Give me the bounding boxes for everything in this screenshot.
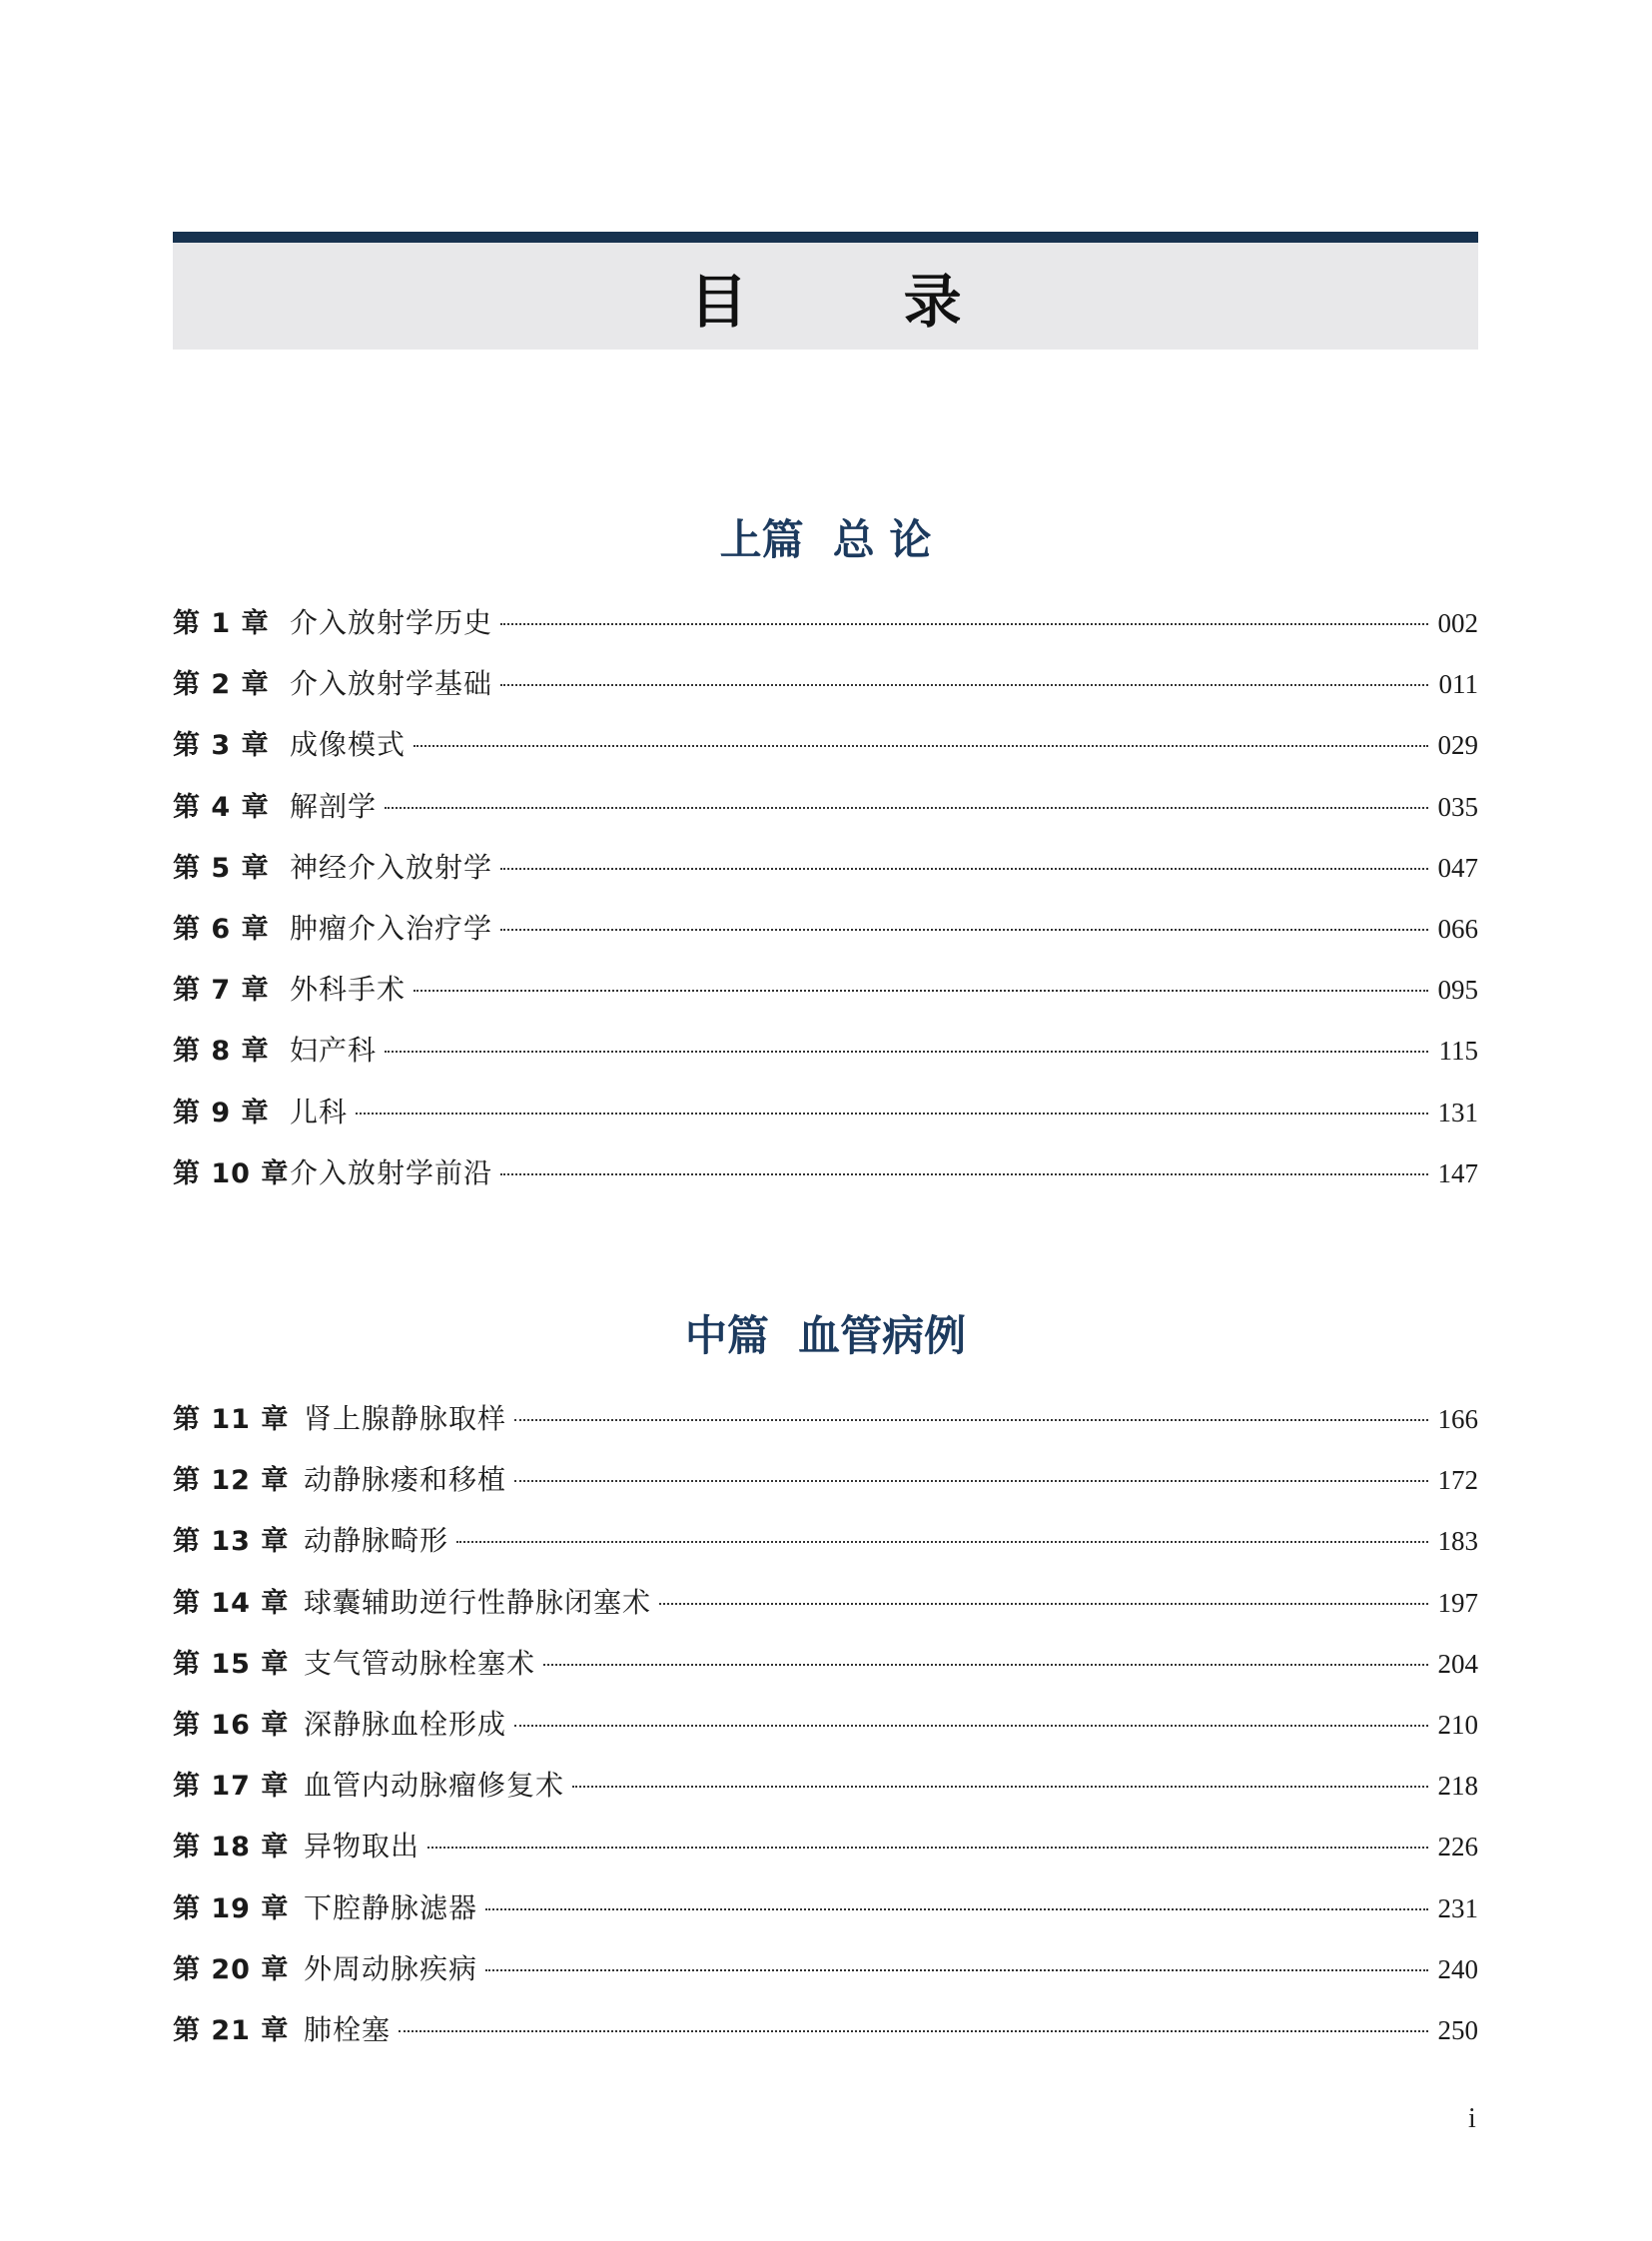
chapter-title: 外周动脉疾病 bbox=[304, 1951, 478, 1985]
toc-entry[interactable] bbox=[173, 601, 1478, 662]
toc-list-part-2 bbox=[173, 1397, 1478, 2069]
toc-entry[interactable] bbox=[173, 1703, 1478, 1764]
toc-entry[interactable] bbox=[173, 907, 1478, 968]
dot-leader bbox=[413, 990, 1428, 992]
chapter-title: 儿科 bbox=[290, 1095, 349, 1128]
chapter-page-number: 047 bbox=[1437, 852, 1478, 883]
chapter-number: 第 18 章 bbox=[173, 1832, 290, 1864]
chapter-title: 肾上腺静脉取样 bbox=[304, 1402, 507, 1435]
chapter-title: 成像模式 bbox=[290, 728, 407, 762]
chapter-page-number: 166 bbox=[1437, 1404, 1478, 1434]
toc-entry[interactable] bbox=[173, 968, 1478, 1029]
dot-leader bbox=[500, 868, 1428, 870]
dot-leader bbox=[572, 1786, 1428, 1788]
chapter-page-number: 204 bbox=[1437, 1648, 1478, 1679]
dot-leader bbox=[500, 1173, 1428, 1175]
chapter-title: 深静脉血栓形成 bbox=[304, 1707, 507, 1741]
chapter-page-number: 035 bbox=[1437, 791, 1478, 822]
toc-entry[interactable] bbox=[173, 1825, 1478, 1885]
chapter-page-number: 218 bbox=[1437, 1771, 1478, 1802]
dot-leader bbox=[500, 623, 1428, 625]
chapter-page-number: 002 bbox=[1437, 608, 1478, 638]
chapter-page-number: 250 bbox=[1437, 2014, 1478, 2045]
chapter-number: 第 7 章 bbox=[173, 975, 270, 1007]
chapter-title: 肿瘤介入治疗学 bbox=[290, 911, 493, 945]
toc-entry[interactable] bbox=[173, 1886, 1478, 1947]
chapter-number: 第 10 章 bbox=[173, 1157, 290, 1189]
toc-entry[interactable] bbox=[173, 2008, 1478, 2069]
chapter-page-number: 240 bbox=[1437, 1953, 1478, 1984]
chapter-page-number: 029 bbox=[1437, 730, 1478, 761]
toc-entry[interactable] bbox=[173, 1947, 1478, 2008]
chapter-title: 解剖学 bbox=[290, 789, 378, 823]
chapter-number: 第 15 章 bbox=[173, 1648, 290, 1680]
toc-entry[interactable] bbox=[173, 1397, 1478, 1458]
toc-entry[interactable] bbox=[173, 1151, 1478, 1212]
chapter-title: 神经介入放射学 bbox=[290, 850, 493, 884]
chapter-page-number: 172 bbox=[1437, 1465, 1478, 1496]
chapter-title: 球囊辅助逆行性静脉闭塞术 bbox=[304, 1585, 652, 1619]
chapter-title: 血管内动脉瘤修复术 bbox=[304, 1769, 565, 1803]
dot-leader bbox=[356, 1113, 1428, 1115]
chapter-number: 第 8 章 bbox=[173, 1036, 270, 1068]
chapter-number: 第 3 章 bbox=[173, 730, 270, 762]
chapter-page-number: 095 bbox=[1437, 975, 1478, 1006]
dot-leader bbox=[485, 1908, 1428, 1910]
chapter-page-number: 131 bbox=[1437, 1097, 1478, 1127]
toc-entry[interactable] bbox=[173, 1581, 1478, 1642]
chapter-number: 第 2 章 bbox=[173, 669, 270, 701]
chapter-title: 妇产科 bbox=[290, 1034, 378, 1068]
toc-entry[interactable] bbox=[173, 846, 1478, 907]
toc-entry[interactable] bbox=[173, 1519, 1478, 1580]
toc-entry[interactable] bbox=[173, 1091, 1478, 1151]
chapter-page-number: 226 bbox=[1437, 1832, 1478, 1863]
chapter-number: 第 6 章 bbox=[173, 913, 270, 945]
dot-leader bbox=[385, 807, 1428, 809]
dot-leader bbox=[427, 1847, 1428, 1849]
chapter-title: 支气管动脉栓塞术 bbox=[304, 1646, 536, 1680]
toc-title-band bbox=[173, 232, 1478, 350]
toc-entry[interactable] bbox=[173, 1458, 1478, 1519]
chapter-page-number: 197 bbox=[1437, 1587, 1478, 1618]
toc-list-part-1 bbox=[173, 601, 1478, 1212]
chapter-page-number: 011 bbox=[1438, 669, 1478, 700]
chapter-number: 第 14 章 bbox=[173, 1587, 290, 1619]
dot-leader bbox=[514, 1480, 1428, 1482]
dot-leader bbox=[399, 2030, 1428, 2032]
toc-entry[interactable] bbox=[173, 1764, 1478, 1825]
chapter-title: 下腔静脉滤器 bbox=[304, 1890, 478, 1924]
page-title: 目 录 bbox=[689, 267, 1030, 336]
chapter-number: 第 19 章 bbox=[173, 1892, 290, 1924]
chapter-title: 肺栓塞 bbox=[304, 2012, 392, 2046]
toc-entry[interactable] bbox=[173, 723, 1478, 784]
toc-entry[interactable] bbox=[173, 1642, 1478, 1703]
chapter-number: 第 5 章 bbox=[173, 852, 270, 884]
chapter-number: 第 12 章 bbox=[173, 1465, 290, 1497]
chapter-number: 第 4 章 bbox=[173, 791, 270, 823]
toc-entry[interactable] bbox=[173, 662, 1478, 723]
chapter-page-number: 147 bbox=[1437, 1157, 1478, 1188]
toc-entry[interactable] bbox=[173, 785, 1478, 846]
dot-leader bbox=[500, 684, 1428, 686]
chapter-title: 介入放射学前沿 bbox=[290, 1155, 493, 1189]
section-heading-part-1: 上篇 总 论 bbox=[719, 515, 932, 564]
dot-leader bbox=[456, 1541, 1428, 1543]
chapter-number: 第 1 章 bbox=[173, 608, 270, 639]
dot-leader bbox=[659, 1603, 1428, 1605]
dot-leader bbox=[385, 1051, 1428, 1053]
dot-leader bbox=[514, 1419, 1428, 1421]
chapter-page-number: 066 bbox=[1437, 913, 1478, 944]
chapter-title: 异物取出 bbox=[304, 1830, 420, 1864]
chapter-number: 第 21 章 bbox=[173, 2014, 290, 2046]
chapter-title: 动静脉瘘和移植 bbox=[304, 1463, 507, 1497]
chapter-number: 第 16 章 bbox=[173, 1709, 290, 1741]
chapter-number: 第 13 章 bbox=[173, 1526, 290, 1558]
chapter-page-number: 183 bbox=[1437, 1526, 1478, 1557]
chapter-title: 外科手术 bbox=[290, 973, 407, 1007]
chapter-page-number: 231 bbox=[1437, 1892, 1478, 1923]
chapter-title: 动静脉畸形 bbox=[304, 1524, 449, 1558]
chapter-page-number: 115 bbox=[1438, 1036, 1478, 1067]
chapter-number: 第 9 章 bbox=[173, 1097, 270, 1128]
chapter-number: 第 20 章 bbox=[173, 1953, 290, 1985]
chapter-number: 第 17 章 bbox=[173, 1771, 290, 1803]
dot-leader bbox=[413, 745, 1428, 747]
toc-entry[interactable] bbox=[173, 1029, 1478, 1090]
dot-leader bbox=[485, 1969, 1428, 1971]
dot-leader bbox=[514, 1725, 1428, 1727]
chapter-title: 介入放射学历史 bbox=[290, 606, 493, 639]
chapter-title: 介入放射学基础 bbox=[290, 667, 493, 701]
dot-leader bbox=[543, 1664, 1428, 1666]
chapter-number: 第 11 章 bbox=[173, 1404, 290, 1435]
page-folio: i bbox=[1468, 2103, 1476, 2134]
chapter-page-number: 210 bbox=[1437, 1709, 1478, 1740]
section-heading-part-2: 中篇 血管病例 bbox=[684, 1311, 967, 1360]
dot-leader bbox=[500, 929, 1428, 931]
